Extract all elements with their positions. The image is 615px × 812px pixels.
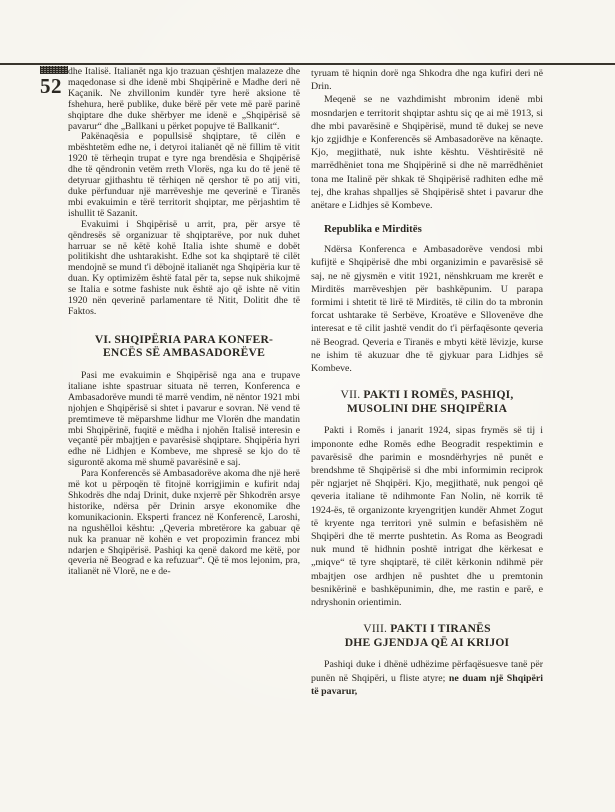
section-heading: VIII. PAKTI I TIRANËS DHE GJENDJA QË AI KRIJOI [344, 622, 510, 649]
left-column [68, 67, 300, 698]
paragraph: Pasi me evakuimin e Shqipërisë nga ana e trupave italiane ishte spastruar situata në terren, Konferenca e Ambasadorëve mundi të marrë vendim, në nëntor 1921 mbi njohjen e Shqipërisë si shtet i pavarur e sovran. Në vend të premtimeve të mëparshme lidhur me Vlorën dhe mandatin mbi Shqipërinë, fuqitë e mëdha i njohën Italisë interesin e veçantë për mbajtjen e pavarësisë shqiptare. Shqipëria hyri edhe në Lidhjen e Kombeve, me shpresë se kjo do të sigurontë akoma më shumë pavarësinë e saj. [68, 370, 300, 469]
paragraph: Ndërsa Konferenca e Ambasadorëve vendosi mbi kufijtë e Shqipërisë dhe mbi organizimin e pavarësisë së saj, ne në gjysmën e vitit 1921, nënshkruam me krerët e Mirditës marrëveshjen për bashkëpunim. U parapa formimi i shtetit të lirë të Mirditës, të cilin do ta mbronin forcat ushtarake të Serbëve, Kroatëve e Sllovenëve dhe interesat e të cilit jashtë vendit do t'i përfaqësonte qeveria në Beograd. Qeveria e Tiranës e mbyti këtë lëvizje, kurse ne ishim të akuzuar dhe të gjykuar para Lidhjes së Kombeve. [311, 244, 543, 375]
paragraph: Meqenë se ne vazhdimisht mbronim idenë mbi mosndarjen e territorit shqiptar ashtu siç qe ai më 1913, si dhe mbi pavarësinë e Shqipërisë, mund të dukej se neve kjo zgjidhje e Konferencës së Ambasadorëve na kënaqte. Kjo, megjithatë, nuk ishte kështu. Vështirësitë në marrëdhëniet tona me Shqipërinë si dhe në marrëdhëniet tona me Italinë për shkak të Shqipërisë radhiten edhe më tej, dhe krahas shpalljes së Shqipërisë shtet i pavarur dhe anëtare e Lidhjes së Kombeve. [311, 94, 543, 212]
page-number: 52 [40, 74, 62, 98]
paragraph: Evakuimi i Shqipërisë u arrit, pra, për arsye të qëndresës së organizuar të shqiptarëve, por nuk duhet harruar se në këtë kohë Italia ishte shumë e dobët politikisht dhe ushtarakisht. Edhe sot ka shqiptarë të cilët mendojnë se mund t'i dëbojnë italianët nga Shqipëria kur të duan. Ky optimizëm është fatal për ta, sepse nuk shikojmë se Italia e sotme fashiste nuk është ajo që ishte në vitin 1920 nën qeverinë parlamentare të Nitit, Dolitit dhe të Faktos. [68, 218, 300, 317]
paragraph: Pashiqi duke i dhënë udhëzime përfaqësuesve tanë për punën në Shqipëri, u fliste atyre; ne duam një Shqipëri të pavarur, [311, 659, 543, 697]
section-heading: VI. SHQIPËRIA PARA KONFER- ENCËS SË AMBASADORËVE [94, 332, 274, 360]
page-number-ornament [40, 66, 68, 74]
right-column [311, 67, 543, 698]
bold-phrase: ne duam një Shqipëri të pavarur, [311, 672, 543, 697]
text-columns [68, 67, 543, 698]
paragraph: Pakënaqësia e popullsisë shqiptare, të cilën e mbështetëm edhe ne, i detyroi italianët që në fillim të vitit 1920 të tërheqin trupat e tyre nga brendësia e Shqipërisë dhe të qëndronin vetëm rreth Vlorës, nga ku do të jenë të detyruar gjithashtu të tërhiqen në qershor të po atij viti, duke përfunduar një marrëveshje me qeverinë e Tiranës mbi evakuimin e tërë territorit shqiptar, me përjashtim të ishullit të Sazanit. [68, 131, 300, 219]
paragraph: tyruam të hiqnin dorë nga Shkodra dhe nga kufiri deri në Drin. [311, 68, 543, 93]
subsection-heading: Republika e Mirditës [324, 223, 422, 236]
section-heading: VII. PAKTI I ROMËS, PASHIQI, MUSOLINI DHE SHQIPËRIA [340, 388, 514, 415]
heading-number: VII. [340, 388, 364, 402]
heading-number: VIII. [363, 622, 391, 636]
paragraph: Pakti i Romës i janarit 1924, sipas frymës së tij i impononte edhe Romës edhe Beogradit respektimin e pavarësisë dhe parimin e mosndërhyrjes në punët e brendshme të Shqipërisë si dhe mbi informimin reciprok për ngjarjet në Shqipëri. Kjo, megjithatë, nuk pengoi që qeveria italiane të ndihmonte Fan Nolin, në korrik të 1924-ës, të organizonte kryengritjen kundër Ahmet Zogut të kryente nga territori ynë sulmin e befasishëm në Shqipëri dhe të merrte pushtetin. As Roma as Beogradi nuk mund të hidhnin poshtë intrigat dhe kërkesat e „miqve“ të tyre shqiptarë, të cilët kërkonin ndihmë për mbajtjen ose ardhjen në pushtet dhe u premtonin besnikërinë e bashkëpunimin, dhe, me rastin e parë, e ndryshonin orientimin. [311, 425, 543, 609]
paragraph: dhe Italisë. Italianët nga kjo trazuan çështjen malazeze dhe maqedonase si dhe idenë mbi Shqipërinë e Madhe deri në Kaçanik. Ne zhvillonim kundër tyre herë aksione të fshehura, herë publike, duke bërë për vete më parë parinë shqiptare dhe duke shërbyer me idenë e „Shqipërisë së pavarur“ dhe „Ballkani u përket popujve të Ballkanit“. [68, 66, 300, 132]
paragraph: Para Konferencës së Ambasadorëve akoma dhe një herë më kot u përpoqën të fitojnë korrigjimin e kufirit ndaj Shkodrës dhe ndaj Drinit, duke nxjerrë për Shkodrën arsye historike, ndërsa për Drinin arsye ekonomike dhe komunikacionin. Eksperti francez në Konferencë, Laroshi, na ngushëlloi kështu: „Qeveria mbretërore ka gabuar që nuk ka pranuar në kohën e vet propozimin francez mbi ndarjen e Shqipërisë. Pashiqi ka qenë dakord me këtë, por qeveria në Beograd e ka refuzuar“. Që të mos lejonim, pra, italianët në Vlorë, ne e de- [68, 468, 300, 578]
top-rule [0, 63, 615, 65]
